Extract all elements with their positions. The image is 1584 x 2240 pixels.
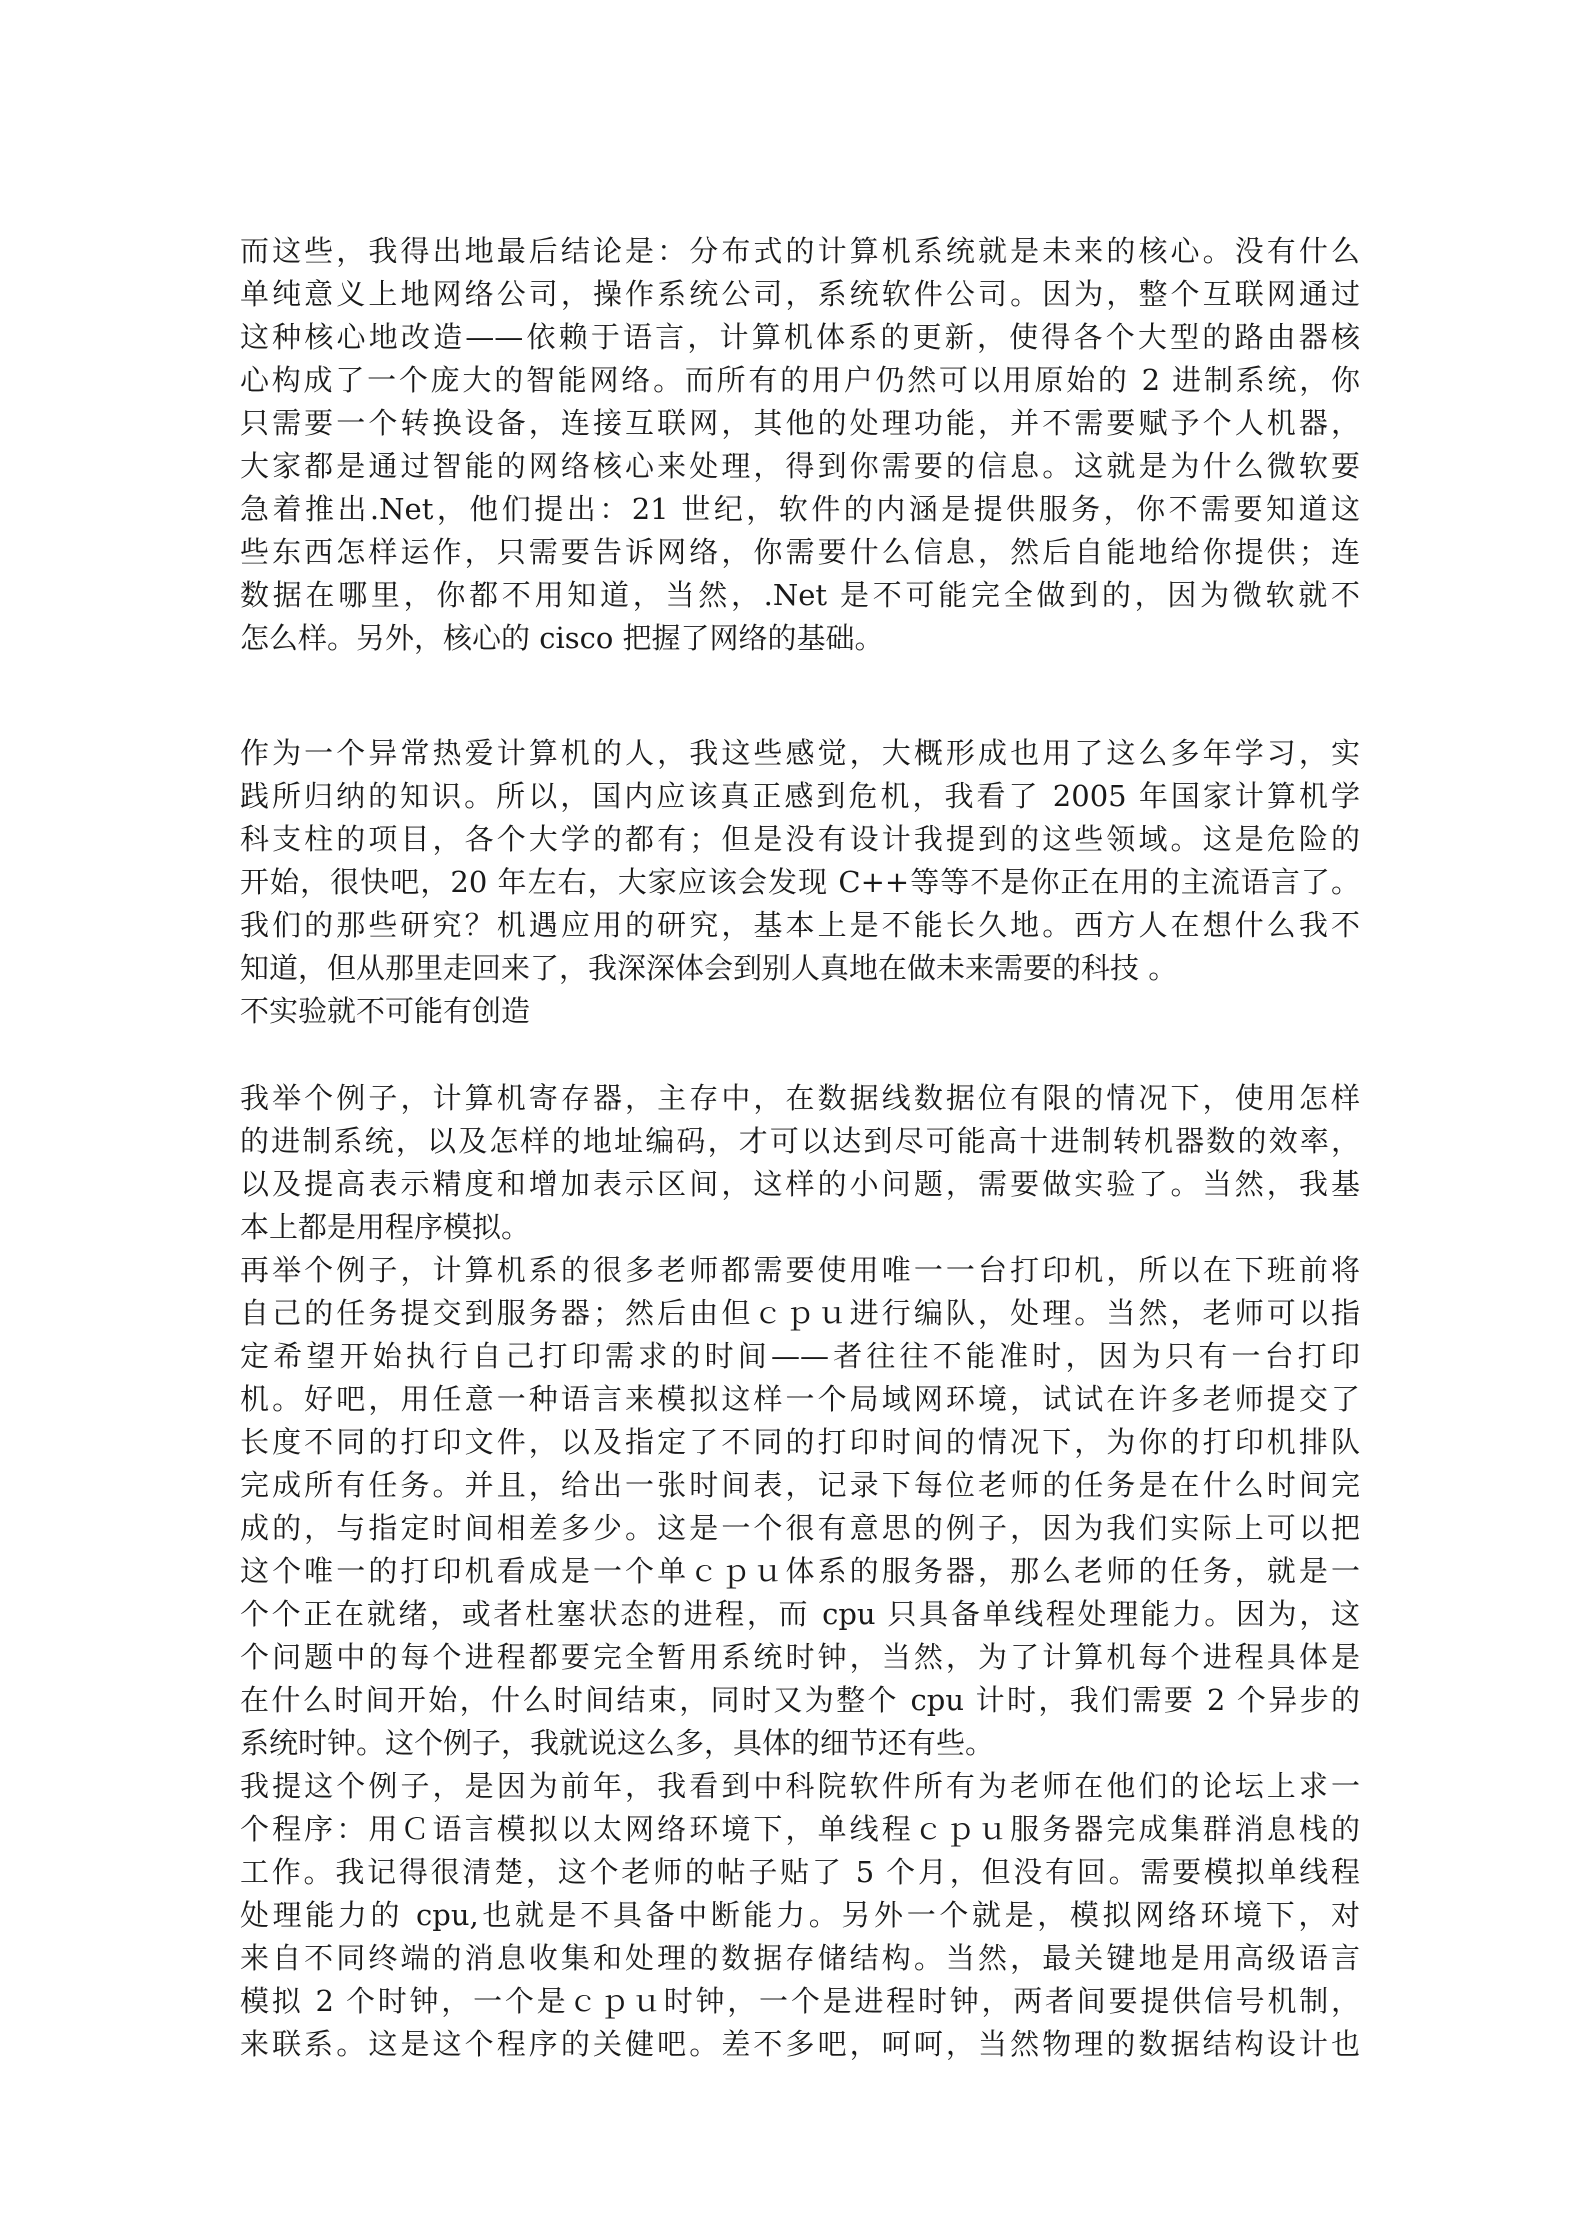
- text-line: 知道，但从那里走回来了，我深深体会到别人真地在做未来需要的科技 。: [240, 951, 1178, 985]
- text-line: 单纯意义上地网络公司，操作系统公司，系统软件公司。因为，整个互联网通过: [240, 277, 1360, 311]
- text-line: 系统时钟。这个例子，我就说这么多，具体的细节还有些。: [240, 1726, 995, 1760]
- text-line: 我举个例子，计算机寄存器，主存中，在数据线数据位有限的情况下，使用怎样: [240, 1081, 1360, 1115]
- text-line: 急着推出.Net，他们提出：21 世纪，软件的内涵是提供服务，你不需要知道这: [240, 492, 1360, 526]
- text-line: 些东西怎样运作，只需要告诉网络，你需要什么信息，然后自能地给你提供；连: [240, 535, 1360, 569]
- text-line: 作为一个异常热爱计算机的人，我这些感觉，大概形成也用了这么多年学习，实: [240, 736, 1360, 770]
- text-line: 而这些，我得出地最后结论是：分布式的计算机系统就是未来的核心。没有什么: [240, 234, 1360, 268]
- text-line: 定希望开始执行自己打印需求的时间——者往往不能准时，因为只有一台打印: [240, 1339, 1360, 1373]
- text-line: 个问题中的每个进程都要完全暂用系统时钟，当然，为了计算机每个进程具体是: [240, 1640, 1360, 1674]
- text-line: 我提这个例子，是因为前年，我看到中科院软件所有为老师在他们的论坛上求一: [240, 1769, 1360, 1803]
- text-line: 这个唯一的打印机看成是一个单ｃｐｕ体系的服务器，那么老师的任务，就是一: [240, 1554, 1360, 1588]
- text-line: 完成所有任务。并且，给出一张时间表，记录下每位老师的任务是在什么时间完: [240, 1468, 1360, 1502]
- text-line: 成的，与指定时间相差多少。这是一个很有意思的例子，因为我们实际上可以把: [240, 1511, 1360, 1545]
- text-line: 工作。我记得很清楚，这个老师的帖子贴了 5 个月，但没有回。需要模拟单线程: [240, 1855, 1360, 1889]
- text-line: 机。好吧，用任意一种语言来模拟这样一个局域网环境，试试在许多老师提交了: [240, 1382, 1360, 1416]
- paragraph-distributed-systems: [240, 230, 1360, 660]
- section-heading: 不实验就不可能有创造: [240, 994, 531, 1028]
- text-line: 践所归纳的知识。所以，国内应该真正感到危机，我看了 2005 年国家计算机学: [240, 779, 1360, 813]
- text-line: 本上都是用程序模拟。: [240, 1210, 531, 1244]
- text-line: 只需要一个转换设备，连接互联网，其他的处理功能，并不需要赋予个人机器，: [240, 406, 1360, 440]
- text-line: 来自不同终端的消息收集和处理的数据存储结构。当然，最关键地是用高级语言: [240, 1941, 1360, 1975]
- text-line: 自己的任务提交到服务器；然后由但ｃｐｕ进行编队，处理。当然，老师可以指: [240, 1296, 1360, 1330]
- text-line: 模拟 2 个时钟，一个是ｃｐｕ时钟，一个是进程时钟，两者间要提供信号机制，: [240, 1984, 1360, 2018]
- text-line: 怎么样。另外，核心的 cisco 把握了网络的基础。: [240, 621, 884, 655]
- text-line: 个个正在就绪，或者杜塞状态的进程，而 cpu 只具备单线程处理能力。因为，这: [240, 1597, 1360, 1631]
- paragraph-examples: [240, 1077, 1360, 2066]
- text-line: 我们的那些研究？机遇应用的研究，基本上是不能长久地。西方人在想什么我不: [240, 908, 1360, 942]
- text-line: 在什么时间开始，什么时间结束，同时又为整个 cpu 计时，我们需要 2 个异步的: [240, 1683, 1360, 1717]
- text-line: 个程序：用Ｃ语言模拟以太网络环境下，单线程ｃｐｕ服务器完成集群消息栈的: [240, 1812, 1360, 1846]
- text-line: 以及提高表示精度和增加表示区间，这样的小问题，需要做实验了。当然，我基: [240, 1167, 1360, 1201]
- text-line: 这种核心地改造——依赖于语言，计算机体系的更新，使得各个大型的路由器核: [240, 320, 1360, 354]
- paragraph-domestic-crisis: [240, 732, 1360, 1033]
- text-line: 来联系。这是这个程序的关健吧。差不多吧，呵呵，当然物理的数据结构设计也: [240, 2027, 1360, 2061]
- text-line: 大家都是通过智能的网络核心来处理，得到你需要的信息。这就是为什么微软要: [240, 449, 1360, 483]
- text-line: 的进制系统，以及怎样的地址编码，才可以达到尽可能高十进制转机器数的效率，: [240, 1124, 1360, 1158]
- text-line: 再举个例子，计算机系的很多老师都需要使用唯一一台打印机，所以在下班前将: [240, 1253, 1360, 1287]
- text-line: 处理能力的 cpu,也就是不具备中断能力。另外一个就是，模拟网络环境下，对: [240, 1898, 1360, 1932]
- text-line: 心构成了一个庞大的智能网络。而所有的用户仍然可以用原始的 2 进制系统，你: [240, 363, 1360, 397]
- text-line: 开始，很快吧，20 年左右，大家应该会发现 C++等等不是你正在用的主流语言了。: [240, 865, 1360, 899]
- text-line: 长度不同的打印文件，以及指定了不同的打印时间的情况下，为你的打印机排队: [240, 1425, 1360, 1459]
- text-line: 科支柱的项目，各个大学的都有；但是没有设计我提到的这些领域。这是危险的: [240, 822, 1360, 856]
- text-line: 数据在哪里，你都不用知道，当然，.Net 是不可能完全做到的，因为微软就不: [240, 578, 1360, 612]
